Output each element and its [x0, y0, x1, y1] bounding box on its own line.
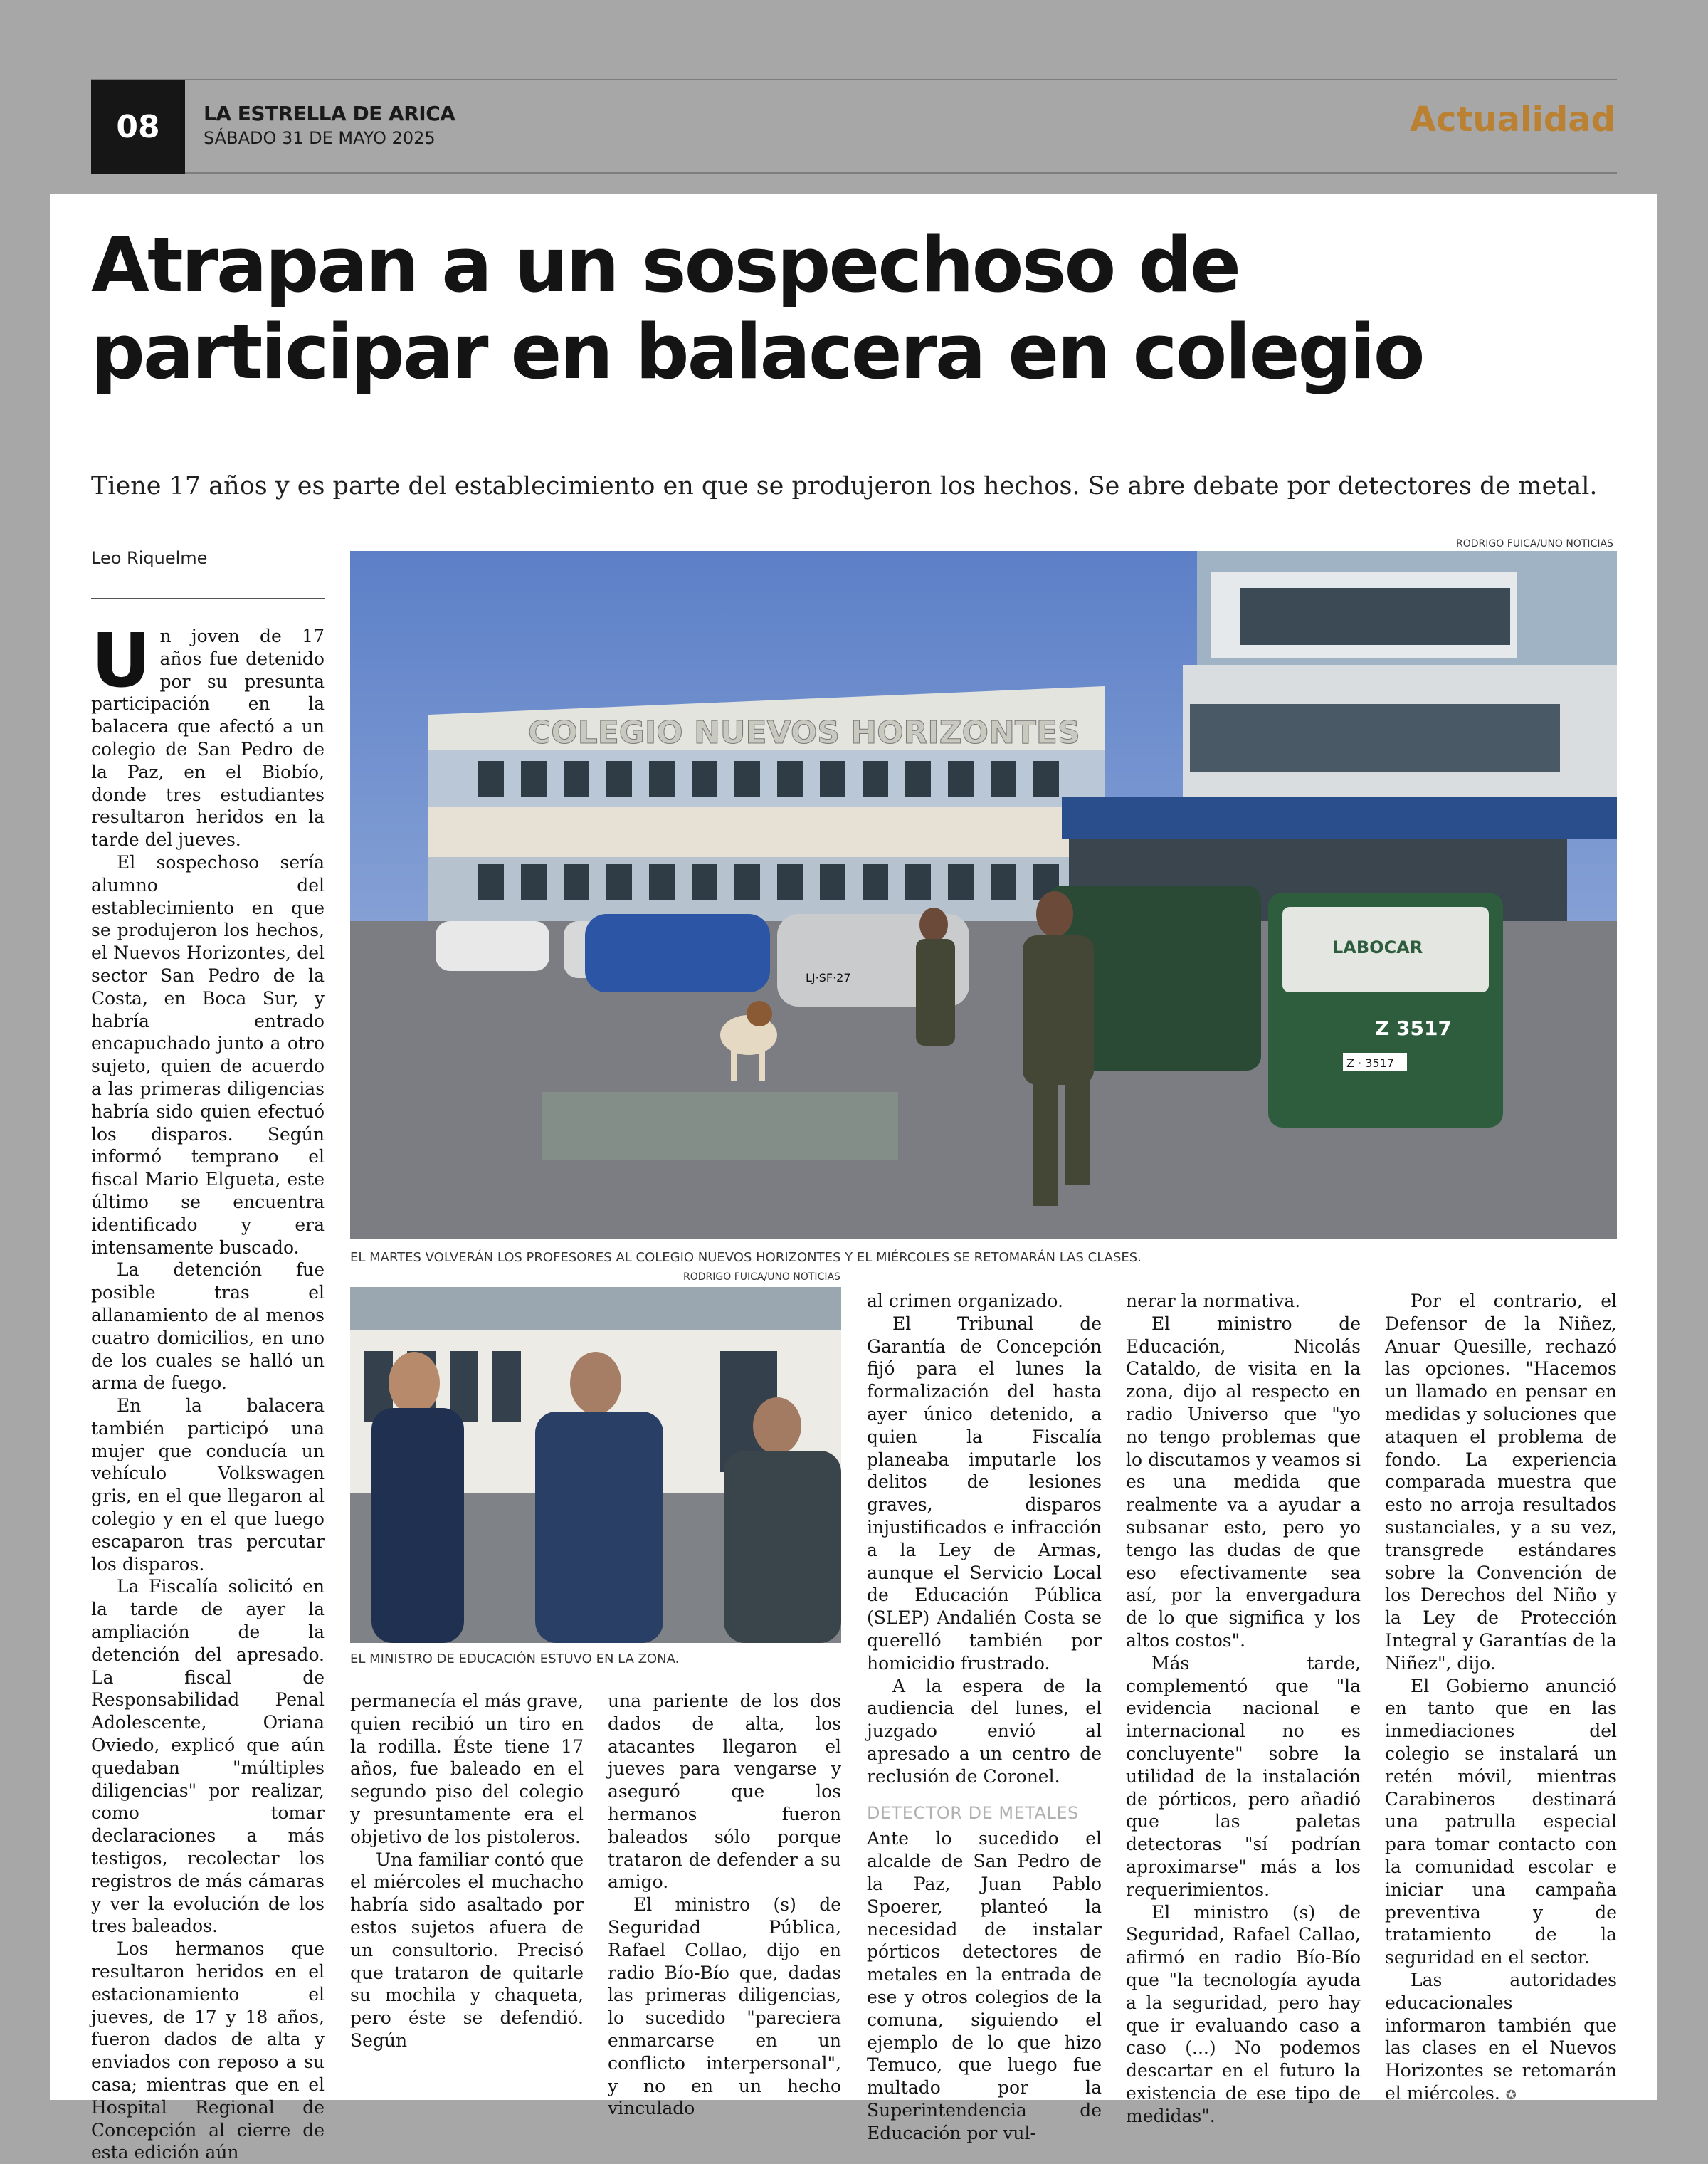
- header-rule-top: [91, 79, 1617, 80]
- paragraph: Más tarde, complementó que "la evidencia nacional e internacional no es concluyente" sobre la utilidad de la instalación de pórticos, pero añadió que las paletas detectoras "sí podrían aproximarse" más a los requerimientos.: [1126, 1652, 1361, 1900]
- paragraph: Ante lo sucedido el alcalde de San Pedro de la Paz, Juan Pablo Spoerer, planteó la necesidad de instalar pórticos detectores de metales en la entrada de ese y otros colegios de la comuna, siguiendo el ejemplo de lo que hizo Temuco, que luego fue multado por la Superintendencia de Educación por vul-: [867, 1828, 1102, 2143]
- section-label: Actualidad: [1409, 100, 1615, 140]
- school-sign: COLEGIO NUEVOS HORIZONTES: [528, 715, 1080, 751]
- photo-main-image: [350, 551, 1617, 1239]
- paragraph: al crimen organizado.: [867, 1291, 1063, 1311]
- drop-cap: U: [91, 617, 152, 704]
- headline: [91, 222, 1628, 396]
- paragraph: El sospechoso sería alumno del establecimiento en que se produjeron los hechos, el Nuevos Horizontes, del sector San Pedro de la Costa, en Boca Sur, y habría entrado encapuchado junto a otro sujeto, quien de acuerdo a las primeras diligencias habría sido quien efectuó los disparos. Según informó temprano el fiscal Mario Elgueta, este último se encuentra identificado y era intensamente buscado.: [91, 851, 325, 1258]
- photo-main: [350, 551, 1617, 1239]
- header-rule-bottom: [184, 172, 1617, 174]
- truck-number: Z 3517: [1375, 1017, 1452, 1040]
- publication-date: SÁBADO 31 DE MAYO 2025: [204, 128, 436, 148]
- column-2: [350, 1690, 584, 2060]
- page-number: 08: [91, 80, 185, 174]
- column-1: [91, 617, 325, 2163]
- paragraph: La Fiscalía solicitó en la tarde de ayer la ampliación de la detención del apresado. La fiscal de Responsabilidad Penal Adolescente, Oriana Oviedo, explicó que aún quedaban "múltiples diligencias" por realizar, como tomar declaraciones a más testigos, recolectar los registros de más cámaras y ver la evolución de los tres baleados.: [91, 1576, 325, 1937]
- paragraph: una pariente de los dos dados de alta, los atacantes llegaron el jueves para vengarse y aseguró que los hermanos fueron baleados sólo porque trataron de defender a su amigo.: [608, 1691, 841, 1893]
- end-mark-icon: ✪: [1505, 2087, 1517, 2103]
- paragraph: El ministro de Educación, Nicolás Cataldo, de visita en la zona, dijo al respecto en radio Universo que "yo no tengo problemas que lo discutamos y veamos si es una medida que realmente va a ayudar a subsanar esto, pero yo tengo las dudas de que eso efectivamente sea así, por la envergadura de lo que significa y los altos costos".: [1126, 1313, 1361, 1651]
- paragraph: El ministro (s) de Seguridad Pública, Rafael Collao, dijo en radio Bío-Bío que, dadas las primeras diligencias, lo sucedido "pareciera enmarcarse en un conflicto interpersonal", y no en un hecho vinculado: [608, 1894, 841, 2119]
- column-5: [1126, 1290, 1361, 2126]
- truck-plate: Z · 3517: [1346, 1056, 1394, 1070]
- photo-main-caption: EL MARTES VOLVERÁN LOS PROFESORES AL COLEGIO NUEVOS HORIZONTES Y EL MIÉRCOLES SE RETOMARÁN LAS CLASES.: [350, 1250, 1142, 1265]
- photo-second-caption: EL MINISTRO DE EDUCACIÓN ESTUVO EN LA ZONA.: [350, 1651, 680, 1666]
- column-6: [1385, 1290, 1617, 2103]
- paragraph: En la balacera también participó una mujer que conducía un vehículo Volkswagen gris, en el que llegaron al colegio y en el que luego escaparon tras percutar los disparos.: [91, 1395, 325, 1575]
- paragraph: El Tribunal de Garantía de Concepción fijó para el lunes la formalización del hasta ayer único detenido, a quien la Fiscalía planeaba imputarle los delitos de lesiones graves, disparos injustificados e infracción a la Ley de Armas, aunque el Servicio Local de Educación Pública (SLEP) Andalién Costa se querelló también por homicidio frustrado.: [867, 1313, 1102, 1674]
- paragraph: A la espera de la audiencia del lunes, el juzgado envió al apresado a un centro de reclusión de Coronel.: [867, 1675, 1102, 1787]
- column-3: [608, 1690, 841, 2119]
- paragraph: Los hermanos que resultaron heridos en el estacionamiento el jueves, de 17 y 18 años, fueron dados de alta y enviados con reposo a su casa; mientras que en el Hospital Regional de Concepción al cierre de esta edición aún: [91, 1938, 325, 2163]
- paragraph: Una familiar contó que el miércoles el muchacho habría sido asaltado por estos sujetos afuera de un consultorio. Precisó que trataron de quitarle su mochila y chaqueta, pero éste se defendió. Según: [350, 1849, 584, 2051]
- paragraph: La detención fue posible tras el allanamiento de al menos cuatro domicilios, en uno de los cuales se halló un arma de fuego.: [91, 1259, 325, 1394]
- photo-second: [350, 1287, 841, 1643]
- paragraph: El Gobierno anunció en tanto que en las inmediaciones del colegio se instalará un retén móvil, mientras Carabineros destinará una patrulla especial para tomar contacto con la comunidad escolar e iniciar una campaña preventiva y de tratamiento de la seguridad en el sector.: [1385, 1675, 1617, 1968]
- subsection-title: DETECTOR DE METALES: [867, 1802, 1079, 1823]
- paragraph: nerar la normativa.: [1126, 1291, 1301, 1311]
- headline-line-2: participar en balacera en colegio: [91, 308, 1423, 396]
- subhead: Tiene 17 años y es parte del establecimiento en que se produjeron los hechos. Se abre debate por detectores de metal.: [91, 472, 1598, 500]
- paragraph: Por el contrario, el Defensor de la Niñez, Anuar Quesille, rechazó las opciones. "Hacemos un llamado en pensar en medidas y soluciones que ataquen el problema de fondo. La experiencia comparada muestra que esto no arroja resultados sustanciales, y a su vez, transgrede estándares sobre la Convención de los Derechos del Niño y la Ley de Protección Integral y Garantías de la Niñez", dijo.: [1385, 1291, 1617, 1674]
- paragraph: Las autoridades educacionales informaron también que las clases en el Nuevos Horizontes se retomarán el miércoles. ✪: [1385, 1969, 1617, 2103]
- column-4: [867, 1290, 1102, 2143]
- truck-label: LABOCAR: [1332, 937, 1423, 957]
- paragraph: permanecía el más grave, quien recibió un tiro en la rodilla. Éste tiene 17 años, fue baleado en el segundo piso del colegio y presuntamente era el objetivo de los pistoleros.: [350, 1691, 584, 1847]
- photo-second-image: [350, 1287, 841, 1643]
- byline-rule: [91, 598, 325, 599]
- car-plate: LJ·SF·27: [806, 971, 851, 984]
- photo-main-credit: RODRIGO FUICA/UNO NOTICIAS: [1456, 538, 1613, 550]
- byline: Leo Riquelme: [91, 548, 208, 568]
- paragraph: El ministro (s) de Seguridad, Rafael Callao, afirmó en radio Bío-Bío que "la tecnología ayuda a la seguridad, pero hay que ir evaluando caso a caso (...) No podemos descartar en el futuro la existencia de ese tipo de medidas".: [1126, 1901, 1361, 2126]
- paragraph: Un joven de 17 años fue detenido por su presunta participación en la balacera que afectó a un colegio de San Pedro de la Paz, en el Biobío, donde tres estudiantes resultaron heridos en la tarde del jueves.: [91, 617, 325, 851]
- photo-second-credit: RODRIGO FUICA/UNO NOTICIAS: [683, 1271, 840, 1283]
- headline-line-1: Atrapan a un sospechoso de: [91, 221, 1240, 309]
- newspaper-name: LA ESTRELLA DE ARICA: [204, 102, 455, 125]
